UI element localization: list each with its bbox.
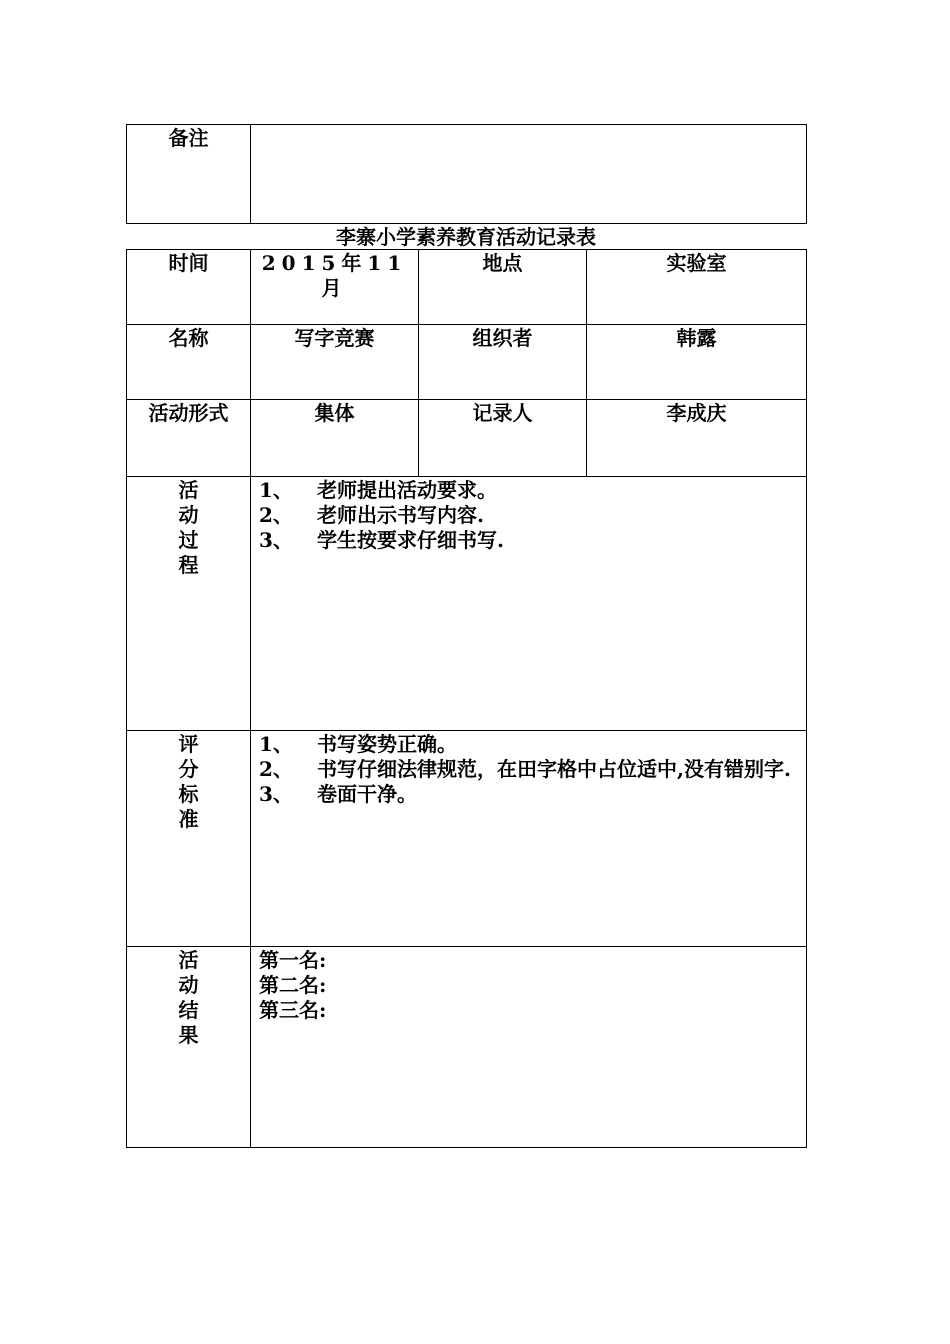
list-item-number: 2、	[259, 757, 293, 781]
list-item	[259, 478, 800, 503]
list-item-text: 老师出示书写内容.	[317, 503, 484, 527]
process-content	[251, 477, 807, 731]
process-label-char: 动	[178, 503, 199, 527]
criteria-label-char: 评	[178, 732, 199, 756]
list-item	[259, 757, 800, 782]
recorder-label: 记录人	[419, 400, 587, 477]
process-label-char: 活	[178, 478, 199, 502]
place-value: 实验室	[587, 250, 807, 325]
recorder-value: 李成庆	[587, 400, 807, 477]
organizer-label: 组织者	[419, 325, 587, 400]
results-content	[251, 947, 807, 1148]
results-label-char: 果	[178, 1023, 199, 1047]
table-row-results	[127, 947, 807, 1148]
results-label-char: 动	[178, 973, 199, 997]
list-item-number: 2、	[259, 503, 293, 527]
time-value: 2015年11月	[251, 250, 419, 325]
list-item-text: 学生按要求仔细书写.	[317, 528, 504, 552]
process-label-char: 程	[178, 553, 199, 577]
form-value: 集体	[251, 400, 419, 477]
activity-record-table	[126, 249, 807, 1148]
criteria-content	[251, 731, 807, 947]
remarks-label: 备注	[127, 125, 251, 224]
criteria-label-char: 标	[178, 782, 199, 806]
table-row-form	[127, 400, 807, 477]
results-line: 第三名:	[259, 998, 327, 1022]
criteria-label-char: 分	[178, 757, 199, 781]
process-label	[127, 477, 251, 731]
list-item-text: 书写姿势正确。	[317, 732, 457, 756]
list-item-number: 1、	[259, 732, 293, 756]
results-line: 第二名:	[259, 973, 327, 997]
table-row-process	[127, 477, 807, 731]
results-label	[127, 947, 251, 1148]
remarks-table	[126, 124, 807, 224]
organizer-value: 韩露	[587, 325, 807, 400]
list-item	[259, 782, 800, 807]
table-row-criteria	[127, 731, 807, 947]
results-label-char: 结	[178, 998, 199, 1022]
list-item-text: 书写仔细法律规范，在田字格中占位适中,没有错别字.	[317, 757, 791, 781]
remarks-content	[251, 125, 807, 224]
results-line: 第一名:	[259, 948, 327, 972]
criteria-label-char: 准	[178, 807, 199, 831]
list-item-number: 3、	[259, 528, 293, 552]
name-value: 写字竞赛	[251, 325, 419, 400]
time-label: 时间	[127, 250, 251, 325]
name-label: 名称	[127, 325, 251, 400]
list-item	[259, 503, 800, 528]
list-item-text: 卷面干净。	[317, 782, 417, 806]
table-row-name	[127, 325, 807, 400]
process-label-char: 过	[178, 528, 199, 552]
results-label-char: 活	[178, 948, 199, 972]
form-label: 活动形式	[127, 400, 251, 477]
page-title: 李寨小学素养教育活动记录表	[336, 225, 596, 249]
list-item-text: 老师提出活动要求。	[317, 478, 497, 502]
list-item	[259, 732, 800, 757]
list-item-number: 3、	[259, 782, 293, 806]
table-row-time	[127, 250, 807, 325]
place-label: 地点	[419, 250, 587, 325]
criteria-label	[127, 731, 251, 947]
list-item	[259, 528, 800, 553]
list-item-number: 1、	[259, 478, 293, 502]
